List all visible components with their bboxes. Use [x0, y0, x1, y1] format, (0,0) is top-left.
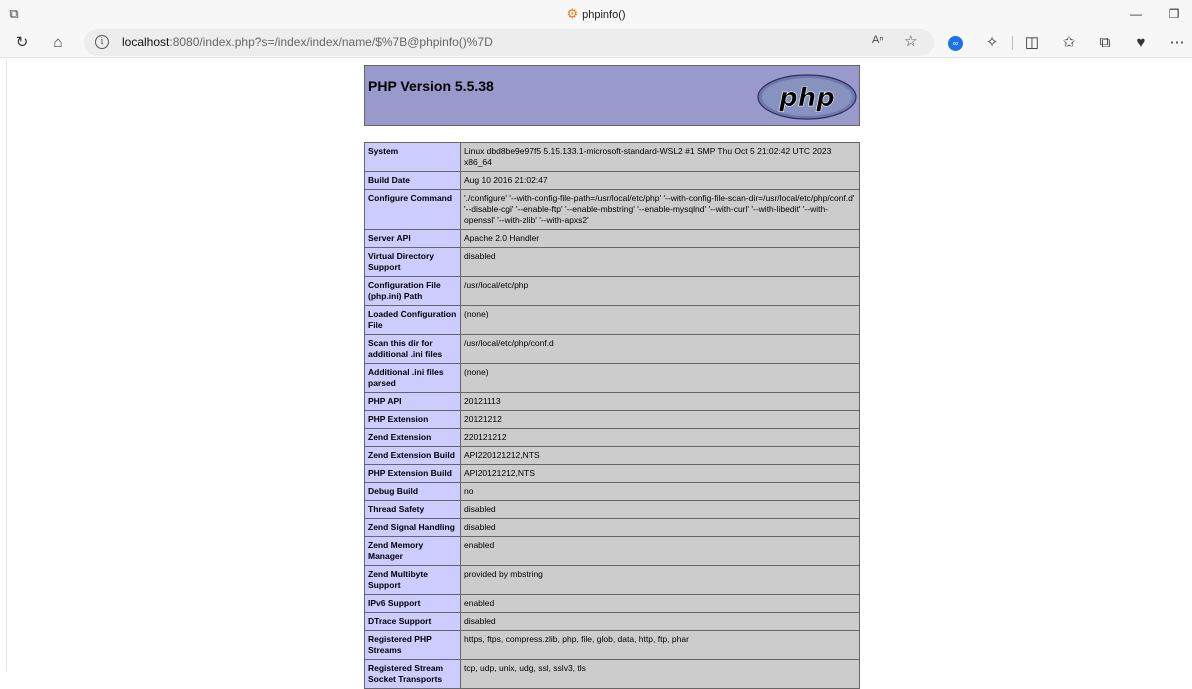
info-row — [365, 465, 860, 483]
info-key: Zend Extension Build — [365, 447, 461, 465]
more-menu-icon[interactable]: ⋯ — [1169, 34, 1185, 51]
info-value: API20121212,NTS — [461, 465, 860, 483]
info-row — [365, 335, 860, 364]
info-key: Virtual Directory Support — [365, 248, 461, 277]
info-row — [365, 660, 860, 689]
info-value: Apache 2.0 Handler — [461, 230, 860, 248]
info-value: 20121113 — [461, 393, 860, 411]
php-favicon-icon: ⚙ — [566, 6, 579, 21]
info-row — [365, 631, 860, 660]
home-icon[interactable]: ⌂ — [53, 34, 63, 51]
info-value: disabled — [461, 613, 860, 631]
url-host: localhost — [122, 35, 170, 49]
restore-icon[interactable]: ❐ — [1168, 7, 1180, 21]
info-value: disabled — [461, 248, 860, 277]
info-row — [365, 143, 860, 172]
info-key: Registered PHP Streams — [365, 631, 461, 660]
info-key: Zend Multibyte Support — [365, 566, 461, 595]
info-row — [365, 566, 860, 595]
info-key: IPv6 Support — [365, 595, 461, 613]
info-row — [365, 429, 860, 447]
url-text[interactable] — [122, 29, 493, 56]
info-key: Additional .ini files parsed — [365, 364, 461, 393]
info-value: provided by mbstring — [461, 566, 860, 595]
info-row — [365, 483, 860, 501]
minimize-icon[interactable]: — — [1130, 7, 1142, 21]
php-version-header — [364, 65, 860, 126]
info-key: PHP Extension Build — [365, 465, 461, 483]
info-row — [365, 411, 860, 429]
php-info-table-body — [365, 143, 860, 689]
info-value: disabled — [461, 501, 860, 519]
info-value: disabled — [461, 519, 860, 537]
info-value: (none) — [461, 306, 860, 335]
info-row — [365, 248, 860, 277]
window-title — [0, 0, 1192, 28]
url-path: :8080/index.php?s=/index/index/name/$%7B@phpinfo()%7D — [169, 35, 493, 49]
info-value: no — [461, 483, 860, 501]
info-value: https, ftps, compress.zlib, php, file, glob, data, http, ftp, phar — [461, 631, 860, 660]
tab-actions-icon[interactable]: ⧉ — [9, 6, 19, 21]
window-title-text: phpinfo() — [582, 9, 626, 21]
info-value: 20121212 — [461, 411, 860, 429]
php-logo-icon — [757, 74, 857, 120]
extension-icon[interactable]: ∞ — [948, 36, 963, 51]
info-value: enabled — [461, 595, 860, 613]
info-row — [365, 537, 860, 566]
info-key: Zend Signal Handling — [365, 519, 461, 537]
info-value: /usr/local/etc/php — [461, 277, 860, 306]
info-row — [365, 364, 860, 393]
info-key: Loaded Configuration File — [365, 306, 461, 335]
info-value: tcp, udp, unix, udg, ssl, sslv3, tls — [461, 660, 860, 689]
info-key: Thread Safety — [365, 501, 461, 519]
browser-toolbar — [0, 28, 1192, 58]
info-row — [365, 230, 860, 248]
info-row — [365, 613, 860, 631]
info-key: Scan this dir for additional .ini files — [365, 335, 461, 364]
info-value: API220121212,NTS — [461, 447, 860, 465]
info-value: enabled — [461, 537, 860, 566]
address-bar[interactable] — [84, 29, 934, 56]
info-key: System — [365, 143, 461, 172]
favorites-icon[interactable]: ✩ — [1062, 34, 1076, 51]
info-value: Aug 10 2016 21:02:47 — [461, 172, 860, 190]
info-key: DTrace Support — [365, 613, 461, 631]
info-value: /usr/local/etc/php/conf.d — [461, 335, 860, 364]
php-version-title: PHP Version 5.5.38 — [368, 78, 494, 94]
info-row — [365, 595, 860, 613]
read-aloud-icon[interactable]: Aⁿ — [872, 34, 884, 46]
info-row — [365, 447, 860, 465]
php-info-table — [364, 142, 860, 689]
info-row — [365, 519, 860, 537]
favorite-star-icon[interactable]: ☆ — [904, 33, 918, 50]
php-logo-text: php — [779, 83, 835, 113]
refresh-icon[interactable]: ↻ — [15, 34, 29, 51]
extensions-puzzle-icon[interactable]: ✧ — [985, 34, 999, 51]
info-key: Configure Command — [365, 190, 461, 230]
info-key: Zend Extension — [365, 429, 461, 447]
info-row — [365, 306, 860, 335]
page-viewport — [6, 59, 1192, 684]
info-row — [365, 172, 860, 190]
info-key: Configuration File (php.ini) Path — [365, 277, 461, 306]
split-screen-icon[interactable]: ◫ — [1024, 34, 1040, 51]
collections-icon[interactable]: ⧉ — [1099, 34, 1111, 51]
info-key: PHP API — [365, 393, 461, 411]
info-row — [365, 277, 860, 306]
toolbar-separator — [1012, 36, 1013, 50]
info-row — [365, 190, 860, 230]
info-key: Zend Memory Manager — [365, 537, 461, 566]
info-value: Linux dbd8be9e97f5 5.15.133.1-microsoft-standard-WSL2 #1 SMP Thu Oct 5 21:02:42 UTC 2023 x86_64 — [461, 143, 860, 172]
info-value: './configure' '--with-config-file-path=/usr/local/etc/php' '--with-config-file-scan-dir=/usr/local/etc/php/conf.d' '--disable-cgi' '--enable-ftp' '--enable-mbstring' '--enable-mysqlnd' '--with-curl' '--with-libedit' '--with-openssl' '--with-zlib' '--with-apxs2' — [461, 190, 860, 230]
info-value: (none) — [461, 364, 860, 393]
info-value: 220121212 — [461, 429, 860, 447]
info-key: Registered Stream Socket Transports — [365, 660, 461, 689]
site-info-icon[interactable]: i — [95, 35, 109, 49]
info-key: Build Date — [365, 172, 461, 190]
info-row — [365, 393, 860, 411]
title-bar — [0, 0, 1192, 28]
info-key: PHP Extension — [365, 411, 461, 429]
browser-essentials-icon[interactable]: ♥ — [1136, 34, 1146, 51]
info-key: Debug Build — [365, 483, 461, 501]
info-row — [365, 501, 860, 519]
info-key: Server API — [365, 230, 461, 248]
